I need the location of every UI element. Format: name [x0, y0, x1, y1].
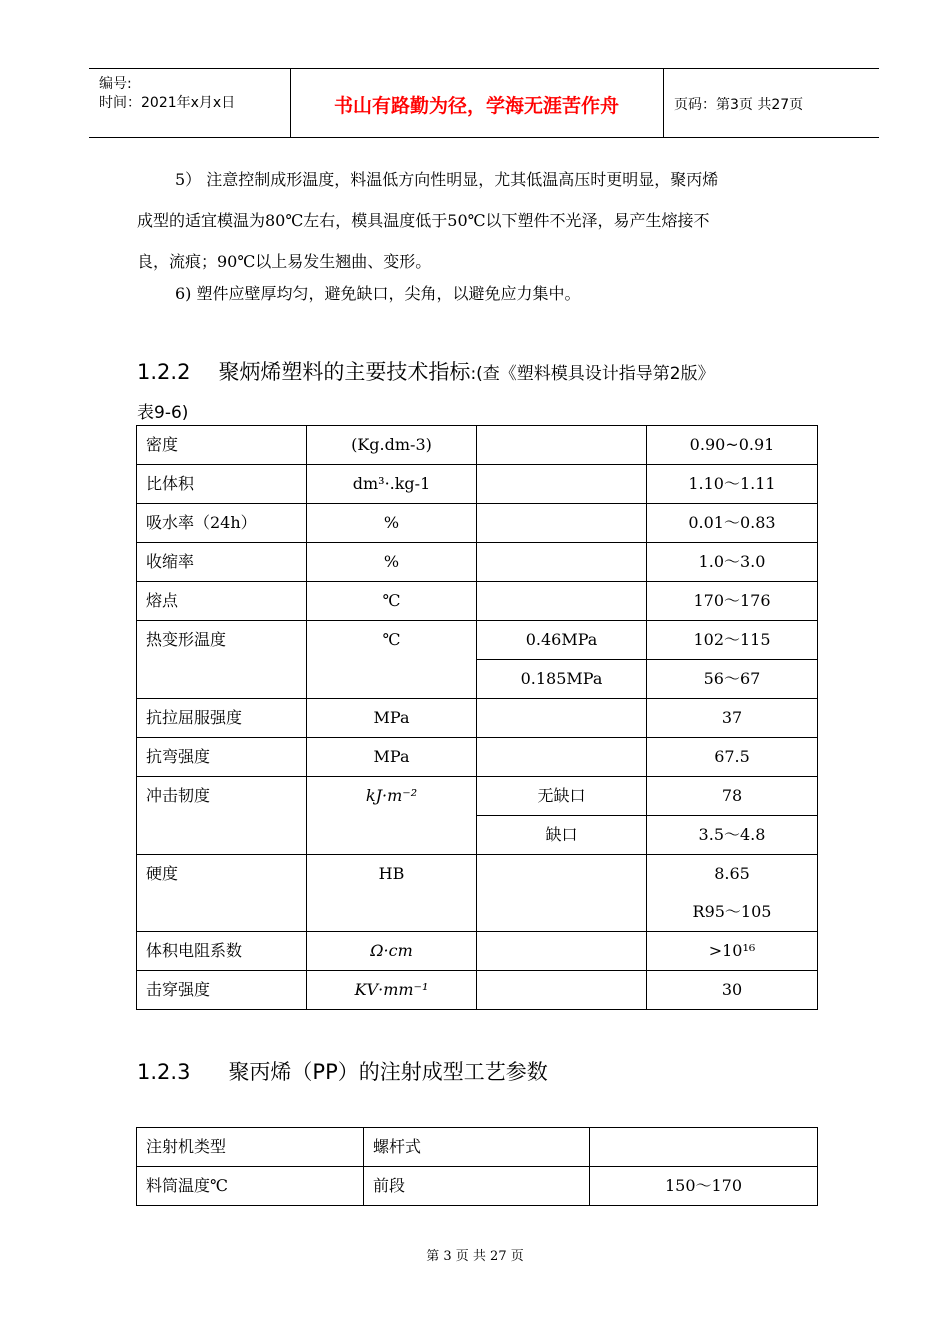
spec-value: 1.10～1.11	[688, 474, 776, 493]
time-label: 时间：2021年x月x日	[99, 95, 236, 111]
tech-spec-row	[137, 621, 818, 660]
spec-name-cell	[137, 621, 307, 699]
section-122-heading-line2: 表9-6)	[137, 403, 189, 423]
spec-condition: 缺口	[545, 825, 578, 844]
spec-unit-cell	[307, 426, 477, 465]
process-param-table	[136, 1127, 818, 1206]
spec-unit-cell	[307, 777, 477, 855]
spec-name-cell	[137, 426, 307, 465]
spec-unit-cell	[307, 699, 477, 738]
spec-name: 抗弯强度	[146, 747, 211, 766]
spec-value: >10¹⁶	[708, 941, 756, 960]
serial-label: 编号:	[99, 76, 132, 92]
param-value-cell	[590, 1128, 818, 1167]
spec-value-cell	[647, 699, 818, 738]
spec-condition	[477, 465, 646, 503]
spec-name-cell	[137, 971, 307, 1010]
section-122-heading	[137, 356, 715, 386]
spec-unit-cell	[307, 738, 477, 777]
spec-name: 体积电阻系数	[146, 941, 243, 960]
spec-value-cell	[647, 855, 818, 932]
spec-unit: ℃	[382, 630, 401, 649]
param-name-cell	[137, 1167, 364, 1206]
tech-spec-row	[137, 543, 818, 582]
spec-value: 102～115	[693, 630, 771, 649]
spec-unit-cell	[307, 932, 477, 971]
spec-unit: MPa	[373, 747, 410, 766]
spec-value: 0.01～0.83	[688, 513, 776, 532]
spec-unit-cell	[307, 621, 477, 699]
tech-spec-row	[137, 426, 818, 465]
tech-spec-row	[137, 855, 818, 932]
spec-unit-cell	[307, 465, 477, 504]
spec-unit-cell	[307, 543, 477, 582]
spec-unit: dm³·.kg-1	[352, 474, 431, 493]
spec-unit: (Kg.dm-3)	[351, 435, 432, 454]
spec-name-cell	[137, 582, 307, 621]
spec-condition-cell	[477, 738, 647, 777]
tech-spec-table	[136, 425, 818, 1010]
spec-value-cell	[647, 621, 818, 660]
spec-value: 30	[721, 980, 743, 999]
header-middle-cell	[290, 69, 664, 137]
paragraph-6-line	[137, 273, 827, 314]
spec-condition: 无缺口	[537, 786, 586, 805]
spec-condition-cell	[477, 816, 647, 855]
paragraph-6-text: 6) 塑件应壁厚均匀，避免缺口，尖角，以避免应力集中。	[175, 284, 581, 303]
spec-condition-cell	[477, 504, 647, 543]
spec-value-cell	[647, 816, 818, 855]
spec-condition-cell	[477, 777, 647, 816]
spec-condition	[477, 699, 646, 737]
tech-spec-row	[137, 699, 818, 738]
section-123-number: 1.2.3	[137, 1060, 191, 1084]
spec-condition-cell	[477, 582, 647, 621]
spec-unit-cell	[307, 504, 477, 543]
spec-condition	[477, 543, 646, 581]
spec-condition: 0.46MPa	[525, 630, 598, 649]
tech-spec-table-body	[137, 426, 818, 1010]
spec-value: 3.5～4.8	[698, 825, 766, 844]
process-param-row	[137, 1128, 818, 1167]
spec-value-secondary: R95～105	[692, 902, 772, 921]
header-right-cell	[664, 69, 879, 137]
spec-name-cell	[137, 699, 307, 738]
spec-condition: 0.185MPa	[520, 669, 603, 688]
spec-condition-cell	[477, 855, 647, 932]
spec-name: 收缩率	[146, 552, 195, 571]
param-name-cell	[137, 1128, 364, 1167]
tech-spec-row	[137, 932, 818, 971]
spec-value: 78	[721, 786, 743, 805]
page-header	[89, 68, 879, 138]
spec-name-cell	[137, 543, 307, 582]
spec-name: 热变形温度	[146, 630, 227, 649]
spec-value-cell	[647, 971, 818, 1010]
section-122-suffix: :(查《塑料模具设计指导第2版》	[470, 364, 715, 384]
spec-name: 击穿强度	[146, 980, 211, 999]
spec-value-cell	[647, 660, 818, 699]
paragraph-5-line-3: 良，流痕；90℃以上易发生翘曲、变形。	[137, 252, 432, 271]
tech-spec-row	[137, 582, 818, 621]
spec-name: 冲击韧度	[146, 786, 211, 805]
spec-value-cell	[647, 582, 818, 621]
spec-unit: Ω·cm	[370, 941, 413, 960]
spec-name-cell	[137, 932, 307, 971]
spec-unit: ℃	[382, 591, 401, 610]
spec-unit: kJ·m⁻²	[365, 786, 418, 805]
spec-condition	[477, 738, 646, 776]
param-name: 注射机类型	[146, 1137, 227, 1156]
tech-spec-row	[137, 504, 818, 543]
spec-condition-cell	[477, 543, 647, 582]
param-name: 料筒温度℃	[146, 1176, 228, 1195]
paragraph-5-line-2: 成型的适宜模温为80℃左右，模具温度低于50℃以下塑件不光泽，易产生熔接不	[137, 211, 710, 230]
section-122-title: 聚炳烯塑料的主要技术指标	[218, 360, 471, 384]
spec-unit: %	[383, 513, 400, 532]
spec-condition-cell	[477, 621, 647, 660]
param-value: 150～170	[664, 1176, 743, 1195]
tech-spec-row	[137, 777, 818, 816]
spec-name: 比体积	[146, 474, 195, 493]
spec-name-cell	[137, 504, 307, 543]
spec-unit: MPa	[373, 708, 410, 727]
spec-condition-cell	[477, 465, 647, 504]
param-stage-cell	[364, 1128, 590, 1167]
spec-unit: %	[383, 552, 400, 571]
param-stage: 前段	[373, 1176, 406, 1195]
process-param-table-body	[137, 1128, 818, 1206]
paragraph-5-line-1	[137, 159, 827, 200]
spec-condition	[477, 426, 646, 464]
spec-unit-cell	[307, 582, 477, 621]
spec-value-cell	[647, 465, 818, 504]
spec-condition	[477, 855, 646, 893]
paragraph-5	[137, 159, 827, 282]
section-123-title: 聚丙烯（PP）的注射成型工艺参数	[228, 1060, 548, 1084]
param-stage-cell	[364, 1167, 590, 1206]
spec-name-cell	[137, 738, 307, 777]
spec-unit-cell	[307, 971, 477, 1010]
param-value	[590, 1128, 817, 1166]
section-122-number: 1.2.2	[137, 360, 191, 384]
spec-value: 170～176	[693, 591, 771, 610]
spec-value-cell	[647, 777, 818, 816]
spec-value-cell	[647, 426, 818, 465]
spec-value: 1.0～3.0	[698, 552, 766, 571]
spec-value: 67.5	[714, 747, 750, 766]
page-footer: 第 3 页 共 27 页	[426, 1249, 524, 1264]
spec-value-cell	[647, 738, 818, 777]
spec-unit: KV·mm⁻¹	[354, 980, 429, 999]
header-motto: 书山有路勤为径，学海无涯苦作舟	[333, 95, 619, 117]
spec-condition	[477, 504, 646, 542]
spec-condition	[477, 971, 646, 1009]
paragraph-6	[137, 273, 827, 314]
spec-value-cell	[647, 504, 818, 543]
header-page-info: 页码：第3页 共27页	[674, 97, 804, 113]
spec-condition	[477, 932, 646, 970]
param-value-cell	[590, 1167, 818, 1206]
spec-condition	[477, 582, 646, 620]
spec-name-cell	[137, 777, 307, 855]
spec-condition-cell	[477, 932, 647, 971]
spec-name: 抗拉屈服强度	[146, 708, 243, 727]
spec-value: 8.65	[714, 864, 750, 883]
spec-name: 熔点	[146, 591, 179, 610]
spec-condition-cell	[477, 660, 647, 699]
section-123-heading	[137, 1056, 548, 1086]
process-param-row	[137, 1167, 818, 1206]
spec-value-cell	[647, 932, 818, 971]
spec-value-cell	[647, 543, 818, 582]
spec-value: 0.90~0.91	[689, 435, 775, 454]
tech-spec-row	[137, 738, 818, 777]
param-stage: 螺杆式	[373, 1137, 422, 1156]
spec-name: 吸水率（24h）	[146, 513, 257, 532]
spec-condition-cell	[477, 699, 647, 738]
spec-condition-cell	[477, 426, 647, 465]
tech-spec-row	[137, 465, 818, 504]
paragraph-5-text-1: 5） 注意控制成形温度，料温低方向性明显，尤其低温高压时更明显，聚丙烯	[175, 170, 719, 189]
spec-value: 37	[721, 708, 743, 727]
tech-spec-row	[137, 971, 818, 1010]
spec-value: 56～67	[703, 669, 761, 688]
spec-unit: HB	[378, 864, 405, 883]
spec-name-cell	[137, 855, 307, 932]
spec-name: 密度	[146, 435, 179, 454]
header-left-cell	[89, 69, 291, 137]
spec-condition-cell	[477, 971, 647, 1010]
spec-name: 硬度	[146, 864, 179, 883]
spec-unit-cell	[307, 855, 477, 932]
spec-name-cell	[137, 465, 307, 504]
